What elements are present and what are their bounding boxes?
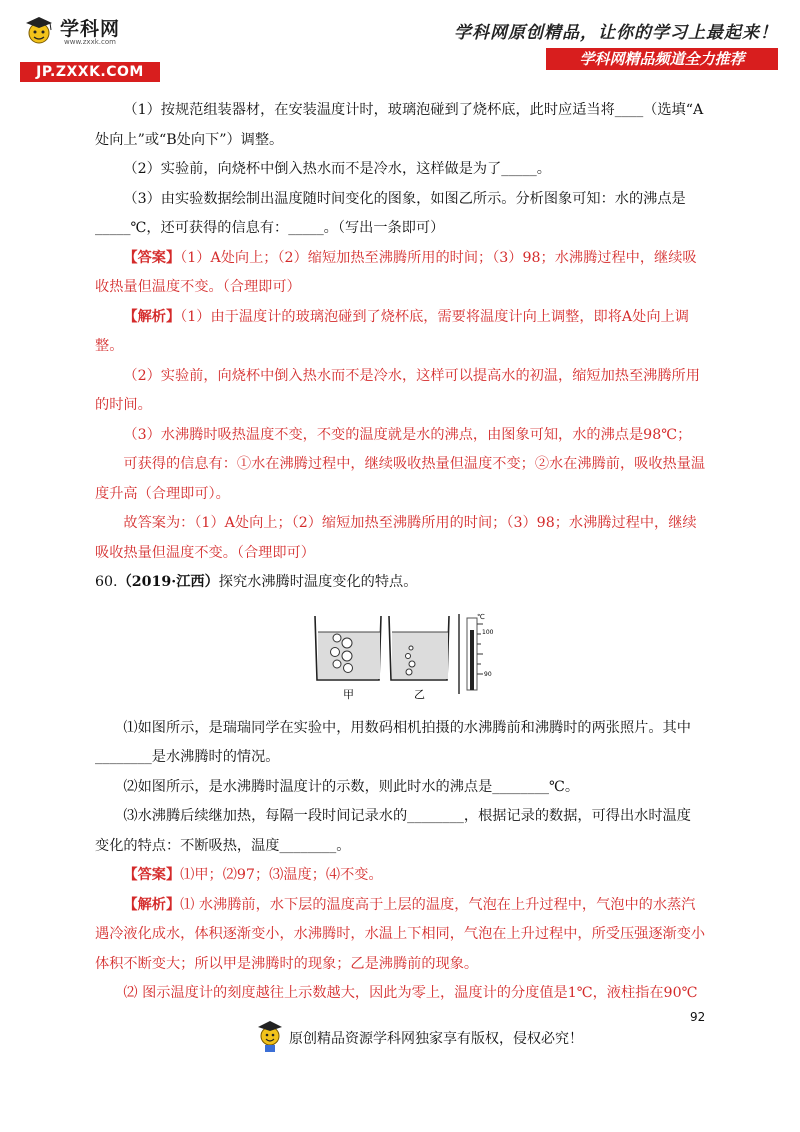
logo-url-text: www.zxxk.com	[64, 38, 116, 46]
q60-number: 60.	[95, 574, 118, 590]
mascot-icon	[22, 14, 56, 48]
thermometer-mark-100: 100	[482, 628, 494, 636]
q59-line-1: （1）按规范组装器材，在安装温度计时，玻璃泡碰到了烧杯底，此时应适当将____（选填“A	[123, 102, 704, 118]
q60-line-5: 变化的特点：不断吸热，温度________。	[95, 837, 351, 854]
site-logo[interactable]	[20, 12, 160, 80]
q60-analysis-line-3: 体积不断变大；所以甲是沸腾时的现象；乙是沸腾前的现象。	[95, 955, 479, 972]
analysis-tag: 【解析】	[123, 308, 181, 325]
q60-analysis-line-4: ⑵ 图示温度计的刻度越往上示数越大，因此为零上，温度计的分度值是1℃，液柱指在90℃	[123, 985, 698, 1001]
mascot-icon	[255, 1018, 285, 1054]
answer-text: ⑴甲；⑵97；⑶温度；⑷不变。	[180, 867, 383, 883]
beaker-a-icon	[315, 616, 381, 680]
q60-figure	[95, 610, 713, 708]
q60-line-2: ________是水沸腾时的情况。	[95, 749, 280, 765]
q59-analysis	[95, 303, 713, 333]
q60-title: 探究水沸腾时温度变化的特点。	[218, 574, 418, 590]
thermometer-unit: ℃	[477, 612, 485, 621]
header-recommend-banner: 学科网精品频道全力推荐	[546, 48, 778, 70]
q60-answer	[95, 861, 713, 891]
q59-line-5: _____℃，还可获得的信息有：_____。（写出一条即可）	[95, 220, 445, 236]
page-content	[95, 96, 713, 1009]
beaker-thermometer-illustration	[307, 610, 497, 706]
thermometer-icon	[459, 614, 483, 694]
q60-analysis	[95, 891, 713, 921]
q60-line-3: ⑵如图所示，是水沸腾时温度计的示数，则此时水的沸点是________℃。	[123, 778, 580, 795]
q59-line-2: 处向上”或“B处向下”）调整。	[95, 131, 284, 148]
q59-analysis-line-3: （2）实验前，向烧杯中倒入热水而不是冷水，这样可以提高水的初温，缩短加热至沸腾所用	[123, 367, 700, 384]
answer-tag: 【答案】	[123, 249, 181, 266]
analysis-text: ⑴ 水沸腾前，水下层的温度高于上层的温度，气泡在上升过程中，气泡中的水蒸汽	[180, 896, 696, 913]
header-slogan: 学科网原创精品，让你的学习上最起来！	[454, 23, 778, 43]
footer	[255, 1018, 635, 1058]
q59-analysis-line-8: 故答案为：（1）A处向上；（2）缩短加热至沸腾所用的时间；（3）98；水沸腾过程中，继续	[123, 515, 697, 531]
q59-answer-cont: 收热量但温度不变。（合理即可）	[95, 279, 301, 295]
logo-domain-bar: JP.ZXXK.COM	[20, 62, 160, 82]
logo-brand-text: 学科网	[60, 18, 121, 40]
analysis-text: （1）由于温度计的玻璃泡碰到了烧杯底，需要将温度计向上调整，即将A处向上调	[180, 308, 689, 325]
thermometer-mark-90: 90	[484, 670, 492, 678]
q59-analysis-line-5: （3）水沸腾时吸热温度不变，不变的温度就是水的沸点，由图象可知，水的沸点是98℃；	[123, 426, 692, 443]
q59-analysis-line-6: 可获得的信息有：①水在沸腾过程中，继续吸收热量但温度不变；②水在沸腾前，吸收热量温	[123, 456, 706, 472]
page-number: 92	[690, 1010, 706, 1024]
q59-analysis-line-2: 整。	[95, 338, 124, 354]
q59-answer	[95, 244, 713, 274]
logo-top	[20, 12, 160, 50]
q60-analysis-line-2: 遇冷液化成水，体积逐渐变小，水沸腾时，水温上下相同，气泡在上升过程中，所受压强逐渐变小	[95, 926, 706, 942]
fig-label-a: 甲	[343, 687, 354, 701]
q59-analysis-line-4: 的时间。	[95, 397, 152, 413]
q60-heading	[95, 568, 713, 598]
beaker-b-icon	[389, 616, 449, 680]
q60-source: （2019·江西）	[117, 574, 219, 590]
q60-line-4: ⑶水沸腾后续继加热，每隔一段时间记录水的________，根据记录的数据，可得出水时温度	[123, 808, 691, 824]
fig-label-b: 乙	[414, 687, 425, 701]
q59-analysis-line-7: 度升高（合理即可）。	[95, 485, 230, 502]
footer-copyright: 原创精品资源学科网独家享有版权，侵权必究！	[289, 1031, 583, 1047]
analysis-tag: 【解析】	[123, 896, 181, 913]
q59-line-4: （3）由实验数据绘制出温度随时间变化的图象，如图乙所示。分析图象可知：水的沸点是	[123, 190, 686, 207]
q59-analysis-line-9: 吸收热量但温度不变。（合理即可）	[95, 544, 315, 561]
answer-text: （1）A处向上；（2）缩短加热至沸腾所用的时间；（3）98；水沸腾过程中，继续吸	[180, 249, 697, 266]
answer-tag: 【答案】	[123, 867, 181, 883]
q60-line-1: ⑴如图所示，是瑞瑞同学在实验中，用数码相机拍摄的水沸腾前和沸腾时的两张照片。其中	[123, 719, 691, 736]
q59-line-3: （2）实验前，向烧杯中倒入热水而不是冷水，这样做是为了_____。	[123, 161, 551, 177]
